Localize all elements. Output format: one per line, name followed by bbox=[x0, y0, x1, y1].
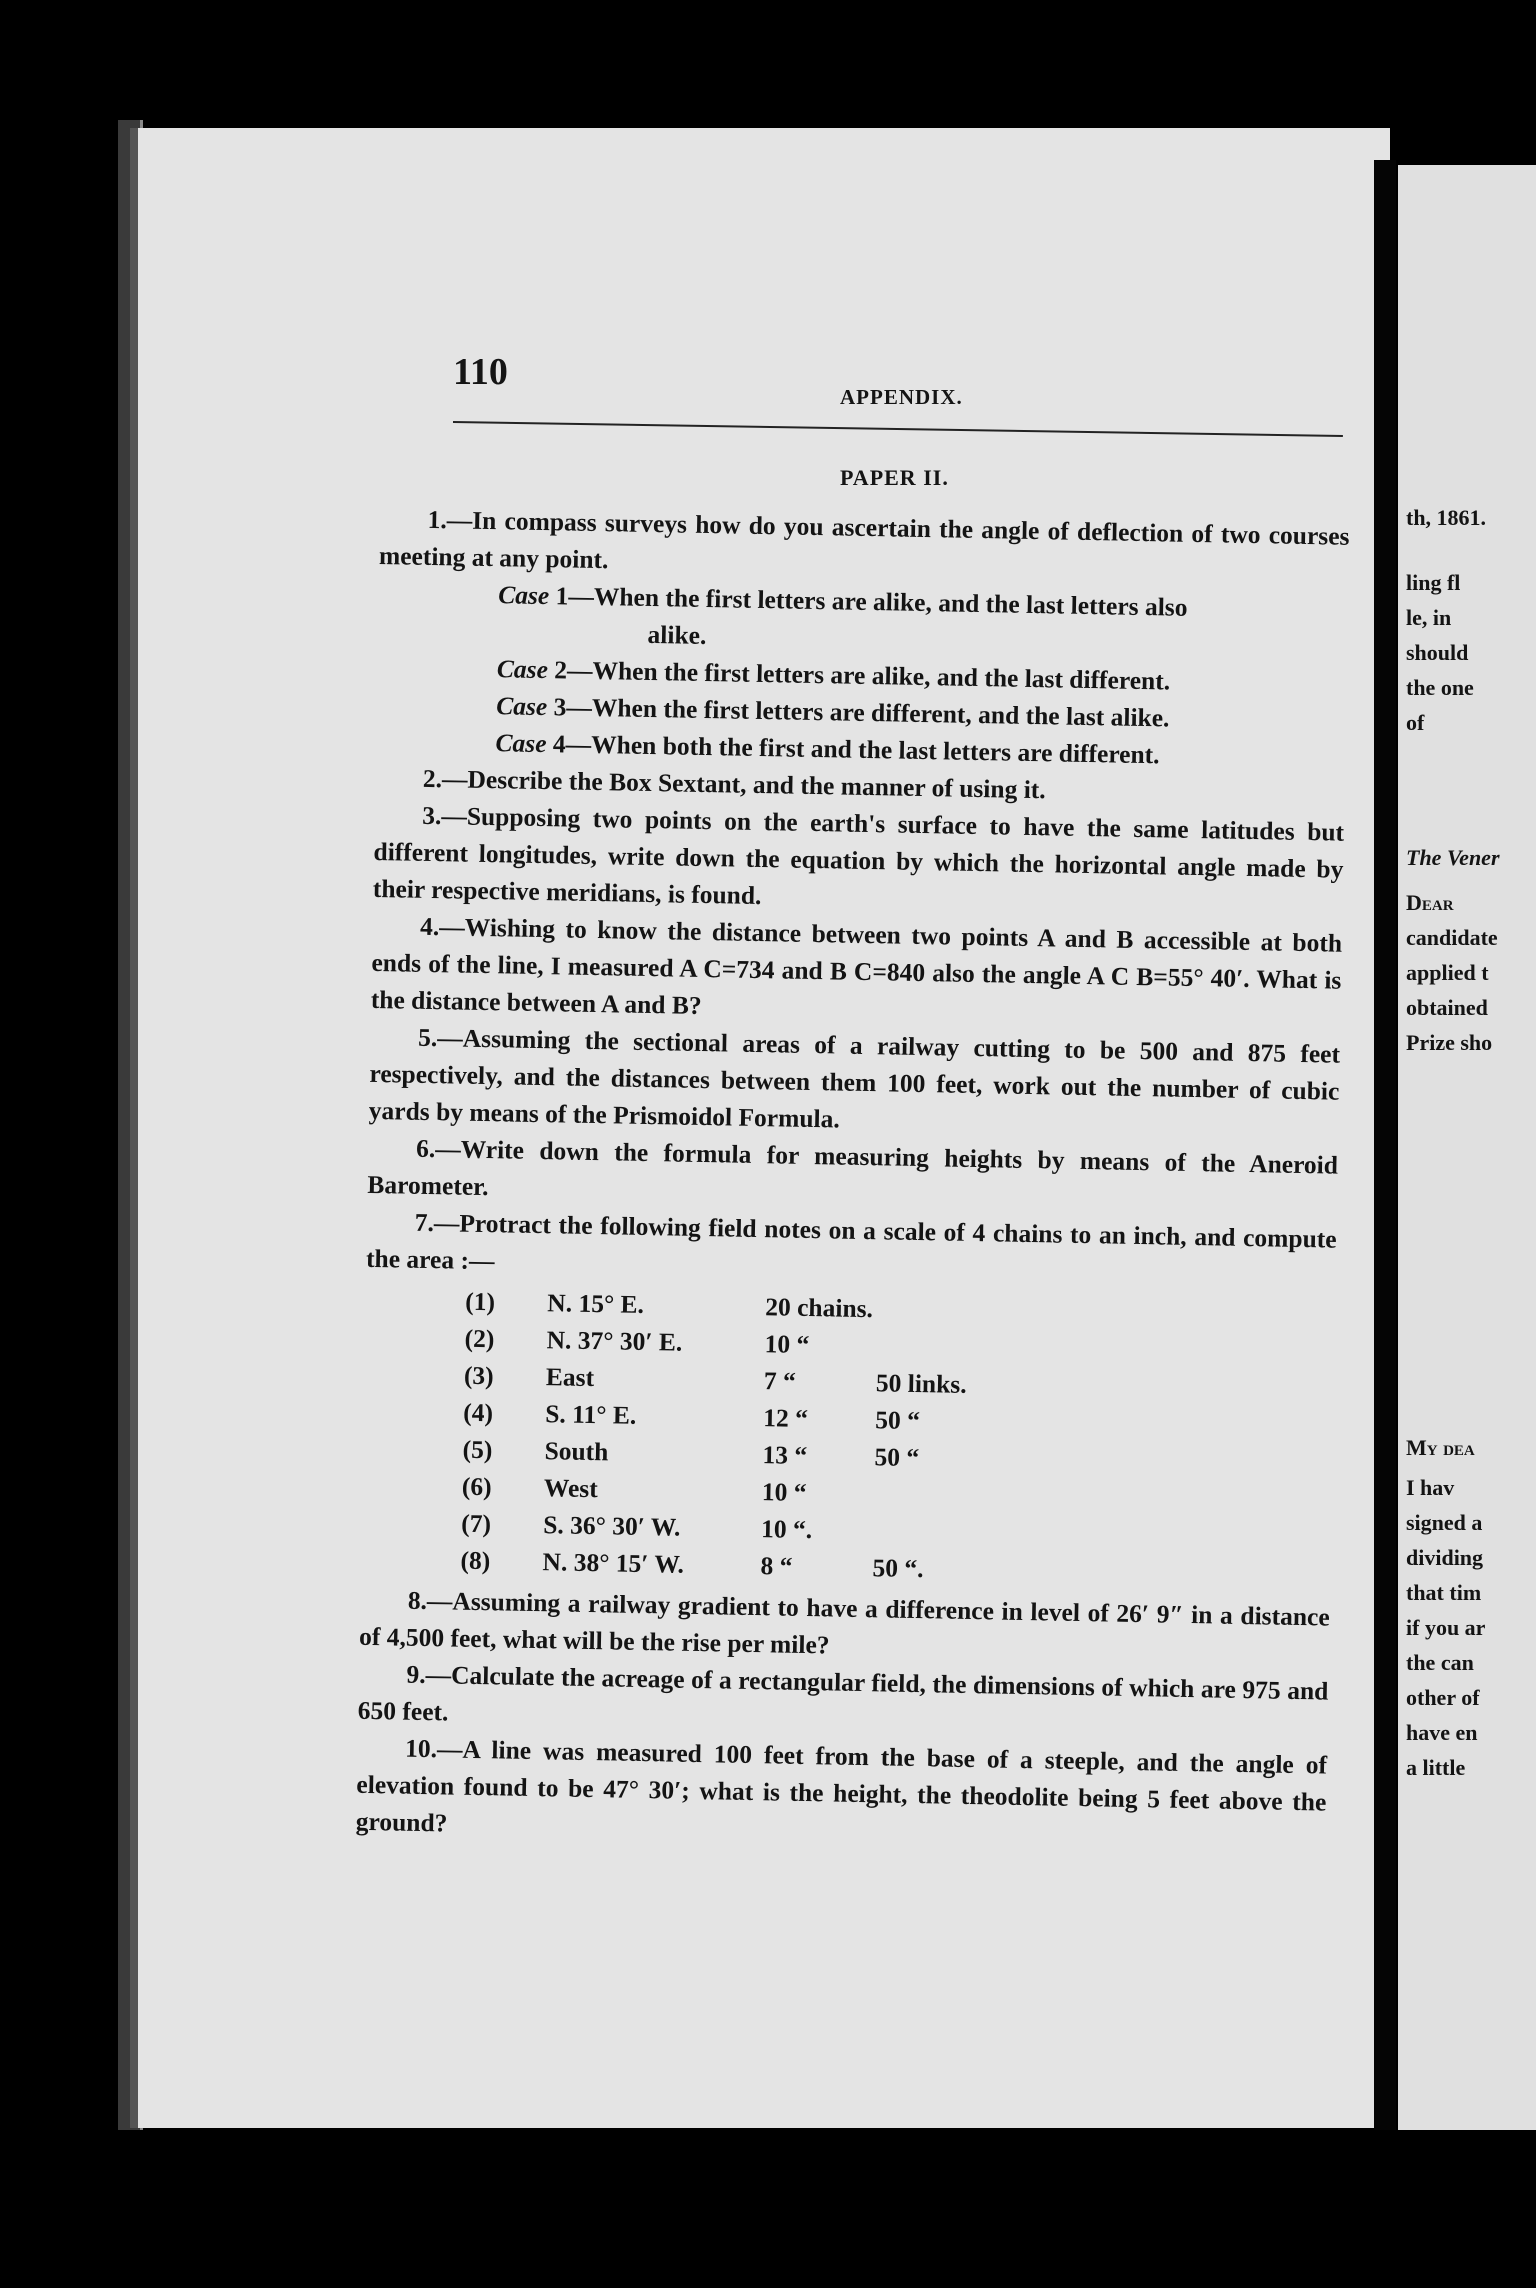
note-chains: 20 chains. bbox=[765, 1292, 874, 1324]
question-7: 7.—Protract the following field notes on a scale of 4 chains to an inch, and compute the area :— bbox=[365, 1207, 1337, 1276]
question-1: 1.—In compass surveys how do you ascertain the angle of deflection of two courses meeting at any point. bbox=[378, 504, 1350, 575]
facing-page-line: other of bbox=[1406, 1685, 1480, 1710]
facing-page-line: Prize sho bbox=[1406, 1030, 1493, 1055]
case-text: 1—When the first letters are alike, and the last letters also bbox=[549, 581, 1188, 622]
question-3: 3.—Supposing two points on the earth's surface to have the same latitudes but different longitudes, write down the equation by which the horizontal angle made by their respective meridians, is found. bbox=[372, 800, 1345, 911]
case-text-cont: alike. bbox=[647, 619, 707, 651]
note-links: 50 links. bbox=[875, 1368, 967, 1399]
note-bearing: West bbox=[543, 1473, 599, 1504]
note-number: (8) bbox=[460, 1545, 491, 1576]
facing-page-line: the one bbox=[1406, 675, 1474, 700]
question-4: 4.—Wishing to know the distance between two points A and B accessible at both ends of the line, I measured A C=734 and B C=840 also the angle A C B=55° 40′. What is the distance between A and B? bbox=[370, 911, 1343, 1020]
facing-page-line: signed a bbox=[1406, 1510, 1483, 1535]
note-number: (1) bbox=[465, 1286, 496, 1317]
note-links bbox=[874, 1475, 1025, 1515]
page-number: 110 bbox=[453, 351, 508, 393]
note-links bbox=[873, 1512, 1024, 1552]
case-text: 3—When the first letters are different, and the last alike. bbox=[546, 692, 1170, 733]
question-5: 5.—Assuming the sectional areas of a railway cutting to be 500 and 875 feet respectively, and the distances between them 100 feet, work out the number of cubic yards by means of the Prismoidol Formula. bbox=[368, 1022, 1341, 1134]
note-bearing: South bbox=[544, 1436, 609, 1467]
note-number: (3) bbox=[463, 1360, 494, 1391]
case-text: 4—When both the first and the last letters are different. bbox=[546, 729, 1160, 770]
exam-questions bbox=[355, 500, 1349, 1858]
note-number: (2) bbox=[464, 1323, 495, 1354]
paper-title: PAPER II. bbox=[840, 465, 949, 490]
note-number: (4) bbox=[463, 1397, 494, 1428]
facing-page bbox=[1398, 165, 1536, 2130]
note-links: 50 “ bbox=[874, 1442, 920, 1473]
note-bearing: East bbox=[545, 1362, 595, 1393]
question-9: 9.—Calculate the acreage of a rectangular field, the dimensions of which are 975 and 650 feet. bbox=[357, 1659, 1329, 1727]
facing-page-line: of bbox=[1406, 710, 1425, 735]
note-chains: 10 “. bbox=[760, 1514, 813, 1545]
note-number: (6) bbox=[461, 1471, 492, 1502]
note-number: (5) bbox=[462, 1434, 493, 1465]
facing-page-line: a little bbox=[1406, 1755, 1466, 1780]
note-chains: 13 “ bbox=[762, 1440, 808, 1470]
question-6: 6.—Write down the formula for measuring heights by means of the Aneroid Barometer. bbox=[367, 1133, 1339, 1202]
facing-page-line: that tim bbox=[1406, 1580, 1482, 1605]
case-label: Case bbox=[495, 691, 548, 722]
facing-page-line: ling fl bbox=[1406, 570, 1461, 595]
field-notes-table bbox=[360, 1281, 1335, 1595]
case-text: 2—When the first letters are alike, and the last different. bbox=[547, 655, 1171, 696]
note-bearing: N. 38° 15′ W. bbox=[542, 1547, 685, 1579]
note-chains: 10 “ bbox=[764, 1329, 810, 1360]
facing-page-line: The Vener bbox=[1406, 845, 1500, 870]
facing-page-line: dividing bbox=[1406, 1545, 1484, 1570]
facing-page-line: le, in bbox=[1406, 605, 1452, 630]
case-label: Case bbox=[496, 654, 549, 685]
question-10: 10.—A line was measured 100 feet from the base of a steeple, and the angle of elevation found to be 47° 30′; what is the height, the theodolite being 5 feet above the ground? bbox=[355, 1733, 1328, 1838]
note-bearing: S. 11° E. bbox=[545, 1399, 637, 1430]
case-label: Case bbox=[495, 728, 547, 759]
note-links bbox=[877, 1290, 1028, 1330]
book-gutter bbox=[1374, 160, 1396, 2130]
note-bearing: S. 36° 30′ W. bbox=[542, 1510, 681, 1542]
note-links: 50 “. bbox=[872, 1553, 924, 1584]
facing-page-line: My dea bbox=[1406, 1435, 1475, 1460]
facing-page-line: applied t bbox=[1406, 960, 1489, 985]
note-bearing: N. 37° 30′ E. bbox=[546, 1325, 683, 1357]
facing-page-line: candidate bbox=[1406, 925, 1498, 950]
facing-page-line: Dear bbox=[1406, 890, 1454, 915]
facing-page-line: th, 1861. bbox=[1406, 505, 1487, 530]
note-chains: 8 “ bbox=[760, 1551, 793, 1581]
case-label: Case bbox=[498, 580, 550, 611]
facing-page-line: the can bbox=[1406, 1650, 1474, 1675]
note-chains: 7 “ bbox=[763, 1366, 797, 1396]
note-chains: 12 “ bbox=[762, 1403, 809, 1433]
note-links bbox=[876, 1327, 1027, 1367]
question-2: 2.—Describe the Box Sextant, and the manner of using it. bbox=[422, 763, 1046, 805]
note-links: 50 “ bbox=[874, 1405, 921, 1436]
facing-page-line: obtained bbox=[1406, 995, 1488, 1020]
facing-page-line: have en bbox=[1406, 1720, 1478, 1745]
facing-page-line: should bbox=[1406, 640, 1469, 665]
running-head: APPENDIX. bbox=[840, 385, 963, 409]
note-bearing: N. 15° E. bbox=[547, 1288, 645, 1319]
facing-page-line: I hav bbox=[1406, 1475, 1455, 1500]
note-chains: 10 “ bbox=[761, 1477, 807, 1507]
note-number: (7) bbox=[460, 1508, 492, 1539]
facing-page-line: if you ar bbox=[1406, 1615, 1486, 1640]
question-8: 8.—Assuming a railway gradient to have a difference in level of 26′ 9″ in a distance of 4,500 feet, what will be the rise per mile? bbox=[358, 1585, 1330, 1660]
